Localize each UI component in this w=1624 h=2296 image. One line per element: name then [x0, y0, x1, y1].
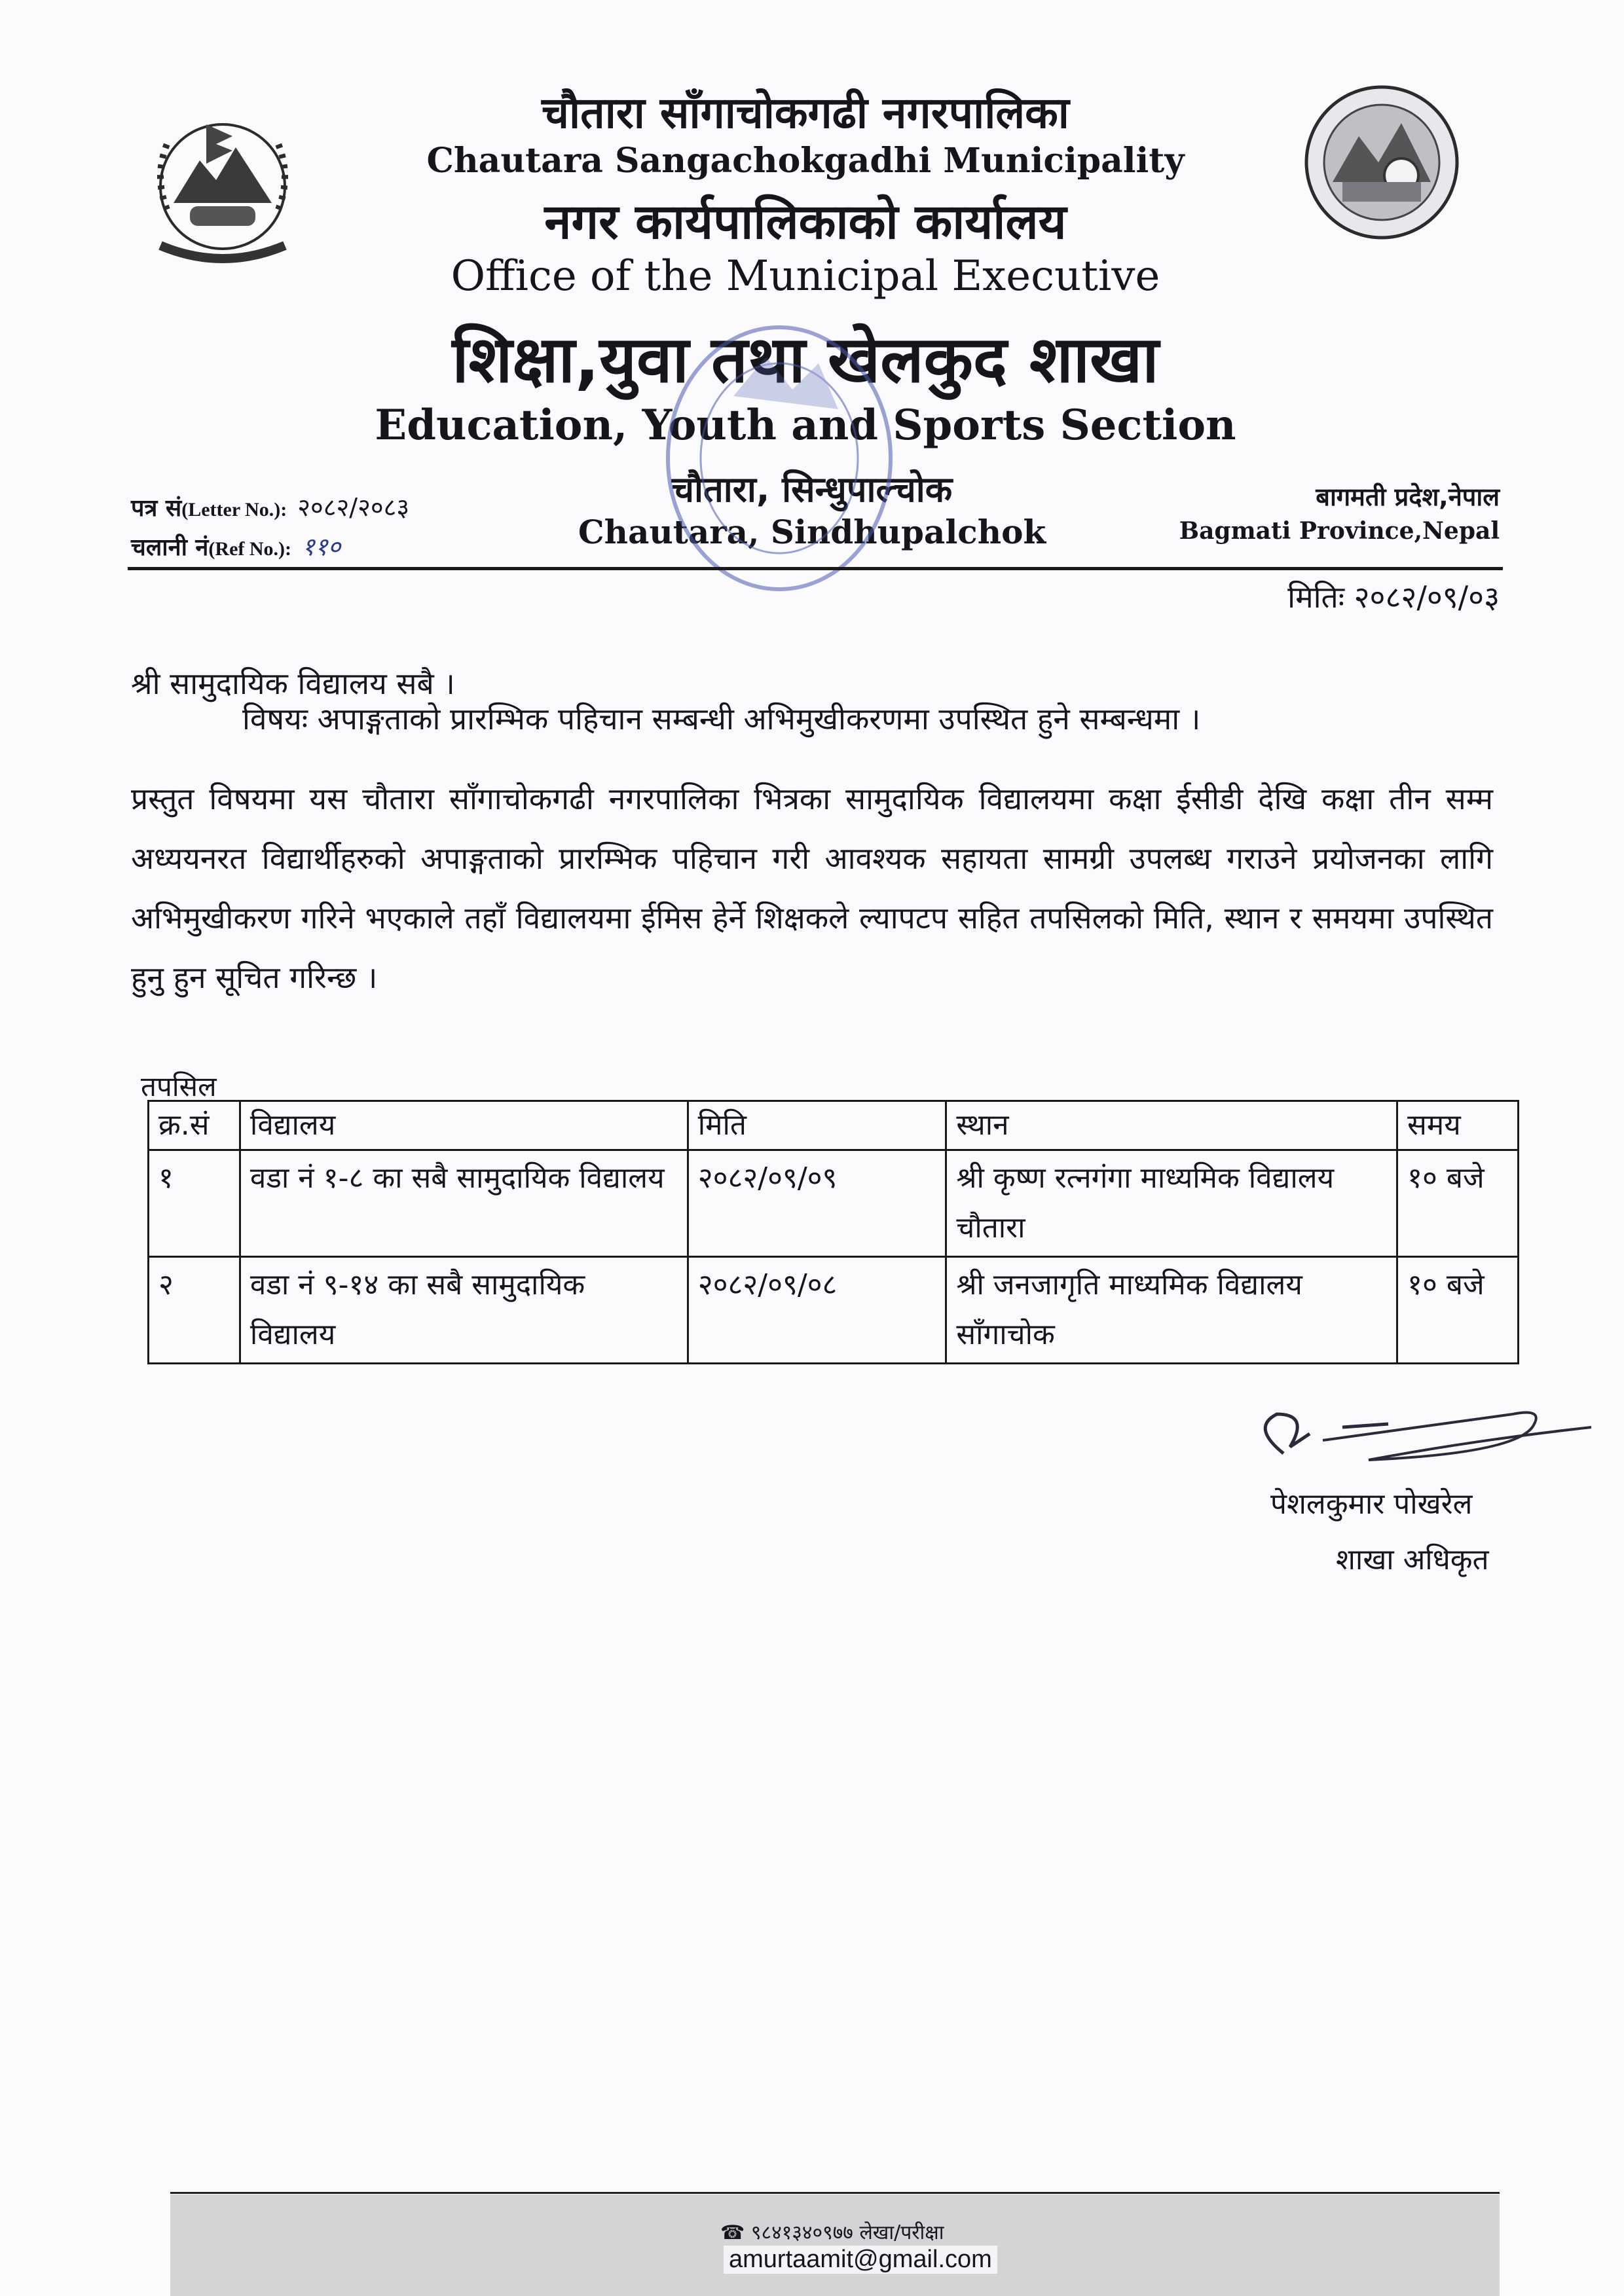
ref-number-label-en: (Ref No.):: [208, 538, 292, 560]
municipality-logo: [1287, 84, 1477, 241]
municipality-name-np: चौतारा साँगाचोकगढी नगरपालिका: [542, 88, 1069, 138]
table-header-row: [149, 1101, 1519, 1150]
cell-serial: १: [149, 1150, 240, 1257]
letter-number-label-np: पत्र सं: [131, 495, 182, 522]
office-stamp: [655, 318, 904, 599]
place-en: Chautara, Sindhupalchok: [578, 513, 1046, 551]
cell-school: वडा नं ९-१४ का सबै सामुदायिक विद्यालय: [240, 1257, 688, 1364]
letter-number-value: २०८२/२०८३: [297, 493, 410, 522]
letter-body: प्रस्तुत विषयमा यस चौतारा साँगाचोकगढी नगरपालिका भित्रका सामुदायिक विद्यालयमा कक्षा ईसीडी देखि कक्षा तीन सम्म अध्ययनरत विद्यार्थीहरुको अपाङ्गताको प्रारम्भिक पहिचान गरी आवश्यक सहायता सामग्री उपलब्ध गराउने प्रयोजनका लागि अभिमुखीकरण गरिने भएकाले तहाँ विद्यालयमा ईमिस हेर्ने शिक्षकले ल्यापटप सहित तपसिलको मिति, स्थान र समयमा उपस्थित हुनु हुन सूचित गरिन्छ ।: [131, 781, 1493, 995]
section-name-np: शिक्षा,युवा तथा खेलकुद शाखा: [452, 323, 1159, 397]
handwritten-signature: [1238, 1388, 1604, 1486]
province-en: Bagmati Province,Nepal: [1179, 517, 1500, 545]
col-header-venue: स्थान: [946, 1101, 1397, 1150]
place-np: चौतारा, सिन्धुपाल्चोक: [671, 469, 953, 510]
office-name-np: नगर कार्यपालिकाको कार्यालय: [544, 194, 1067, 250]
subject-line: विषयः अपाङ्गताको प्रारम्भिक पहिचान सम्बन्धी अभिमुखीकरणमा उपस्थित हुने सम्बन्धमा ।: [242, 701, 1201, 737]
letter-number-row: [131, 490, 409, 524]
footer-divider: [170, 2192, 1500, 2194]
phone-icon: ☎: [720, 2221, 751, 2244]
footer-email[interactable]: amurtaamit@gmail.com: [724, 2246, 997, 2274]
cell-time: १० बजे: [1397, 1150, 1519, 1257]
footer-phone: [720, 2218, 944, 2245]
cell-venue: श्री जनजागृति माध्यमिक विद्यालय साँगाचोक: [946, 1257, 1397, 1364]
province-np: बागमती प्रदेश,नेपाल: [1316, 483, 1500, 511]
ref-number-row: [131, 529, 341, 563]
ref-number-label-np: चलानी नं: [131, 534, 209, 561]
municipality-name-en: Chautara Sangachokgadhi Municipality: [426, 141, 1185, 181]
schedule-label: तपसिल: [141, 1070, 217, 1102]
cell-venue: श्री कृष्ण रत्नगंगा माध्यमिक विद्यालय चौतारा: [946, 1150, 1397, 1257]
cell-time: १० बजे: [1397, 1257, 1519, 1364]
cell-date: २०८२/०९/०९: [688, 1150, 946, 1257]
col-header-time: समय: [1397, 1101, 1519, 1150]
col-header-serial: क्र.सं: [149, 1101, 240, 1150]
section-name-en: Education, Youth and Sports Section: [375, 401, 1236, 450]
cell-serial: २: [149, 1257, 240, 1364]
signatory-title: शाखा अधिकृत: [1336, 1543, 1489, 1576]
col-header-school: विद्यालय: [240, 1101, 688, 1150]
signatory-name: पेशलकुमार पोखरेल: [1270, 1487, 1473, 1521]
letter-number-label-en: (Letter No.):: [181, 499, 287, 520]
table-row: [149, 1257, 1519, 1364]
cell-date: २०८२/०९/०८: [688, 1257, 946, 1364]
ref-number-value: ११०: [302, 532, 341, 561]
addressee: श्री सामुदायिक विद्यालय सबै ।: [131, 666, 455, 701]
col-header-date: मिति: [688, 1101, 946, 1150]
cell-school: वडा नं १-८ का सबै सामुदायिक विद्यालय: [240, 1150, 688, 1257]
table-row: [149, 1150, 1519, 1257]
header-divider: [128, 567, 1503, 570]
footer-phone-text: ९८४१३४०९७७ लेखा/परीक्षा: [750, 2221, 944, 2244]
nepal-emblem-logo: [128, 98, 318, 282]
schedule-table: [147, 1100, 1519, 1364]
office-name-en: Office of the Municipal Executive: [451, 252, 1160, 301]
letter-date: मितिः २०८२/०९/०३: [1287, 579, 1500, 615]
